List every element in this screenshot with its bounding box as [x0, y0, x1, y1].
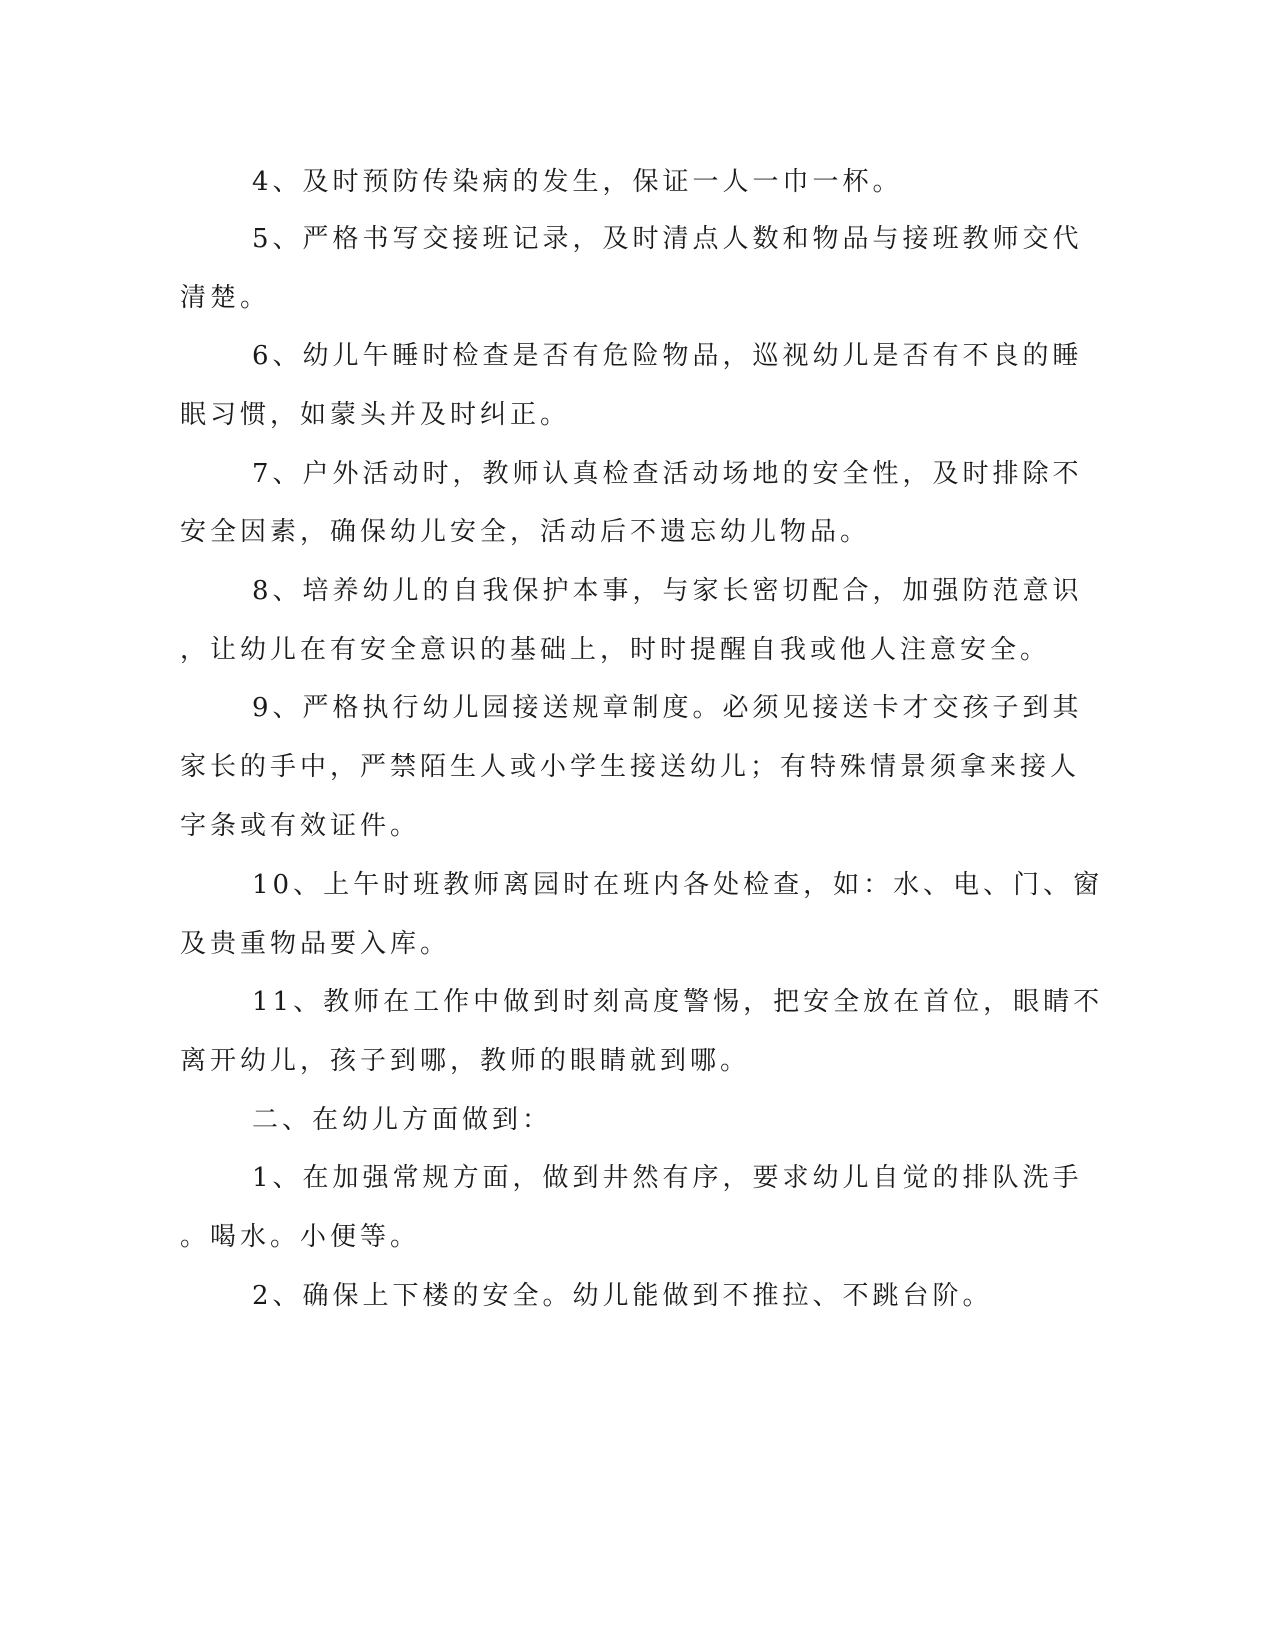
- section-heading: 二、在幼儿方面做到：: [252, 1105, 553, 1135]
- text-line: 2、确保上下楼的安全。幼儿能做到不推拉、不跳台阶。: [252, 1281, 993, 1311]
- text-line: ，让幼儿在有安全意识的基础上，时时提醒自我或他人注意安全。: [180, 635, 1051, 665]
- text-line: 。喝水。小便等。: [180, 1222, 421, 1252]
- text-line: 5、严格书写交接班记录，及时清点人数和物品与接班教师交代: [252, 224, 1083, 254]
- text-line: 安全因素，确保幼儿安全，活动后不遗忘幼儿物品。: [180, 517, 871, 547]
- text-line: 10、上午时班教师离园时在班内各处检查，如：水、电、门、窗: [252, 870, 1104, 900]
- text-line: 离开幼儿，孩子到哪，教师的眼睛就到哪。: [180, 1046, 751, 1076]
- text-line: 9、严格执行幼儿园接送规章制度。必须见接送卡才交孩子到其: [252, 693, 1083, 723]
- text-line: 11、教师在工作中做到时刻高度警惕，把安全放在首位，眼睛不: [252, 987, 1104, 1017]
- text-line: 及贵重物品要入库。: [180, 929, 451, 959]
- text-line: 家长的手中，严禁陌生人或小学生接送幼儿；有特殊情景须拿来接人: [180, 752, 1081, 782]
- text-line: 字条或有效证件。: [180, 811, 421, 841]
- text-line: 眠习惯，如蒙头并及时纠正。: [180, 400, 571, 430]
- text-line: 1、在加强常规方面，做到井然有序，要求幼儿自觉的排队洗手: [252, 1163, 1083, 1193]
- text-line: 7、户外活动时，教师认真检查活动场地的安全性，及时排除不: [252, 459, 1083, 489]
- text-line: 8、培养幼儿的自我保护本事，与家长密切配合，加强防范意识: [252, 576, 1083, 606]
- text-line: 清楚。: [180, 283, 271, 313]
- text-line: 6、幼儿午睡时检查是否有危险物品，巡视幼儿是否有不良的睡: [252, 341, 1083, 371]
- text-line: 4、及时预防传染病的发生，保证一人一巾一杯。: [252, 167, 903, 197]
